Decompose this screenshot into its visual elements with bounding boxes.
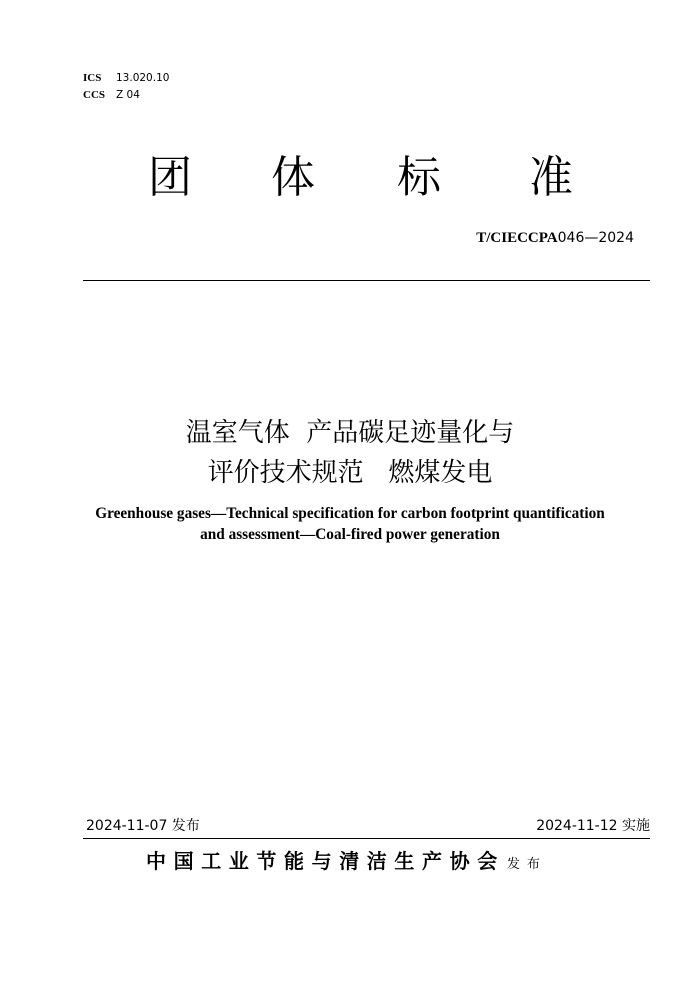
standard-type-char: 团 <box>148 152 192 203</box>
publisher-organization: 中国工业节能与清洁生产协会 <box>146 849 505 873</box>
standard-type-char: 标 <box>397 152 441 203</box>
ccs-value: Z 04 <box>116 89 140 101</box>
standard-type-heading <box>0 150 700 210</box>
title-en <box>40 503 660 545</box>
implement-date: 2024-11-12 实施 <box>536 818 650 834</box>
ccs-line <box>83 87 140 103</box>
title-cn-line-2: 评价技术规范 燃煤发电 <box>207 458 493 488</box>
publisher-action: 发布 <box>506 857 547 872</box>
header-divider <box>83 280 650 281</box>
title-en-line-2: and assessment—Coal-fired power generation <box>200 526 500 543</box>
standard-type-char: 准 <box>529 152 573 203</box>
title-cn-line-1: 温室气体 产品碳足迹量化与 <box>185 418 515 448</box>
footer-divider <box>83 838 650 839</box>
ics-label: ICS <box>83 72 102 84</box>
title-en-line-1: Greenhouse gases—Technical specification for carbon footprint quantification <box>95 505 605 522</box>
standard-type-char: 体 <box>271 152 315 203</box>
publisher <box>146 846 547 880</box>
standard-number-value: 046—2024 <box>557 230 634 246</box>
ics-line <box>83 70 169 86</box>
ccs-label: CCS <box>83 89 106 101</box>
standard-number <box>476 227 634 248</box>
ics-value: 13.020.10 <box>116 72 170 84</box>
standard-number-prefix: T/CIECCPA <box>476 230 558 246</box>
publish-date: 2024-11-07 发布 <box>86 818 200 834</box>
